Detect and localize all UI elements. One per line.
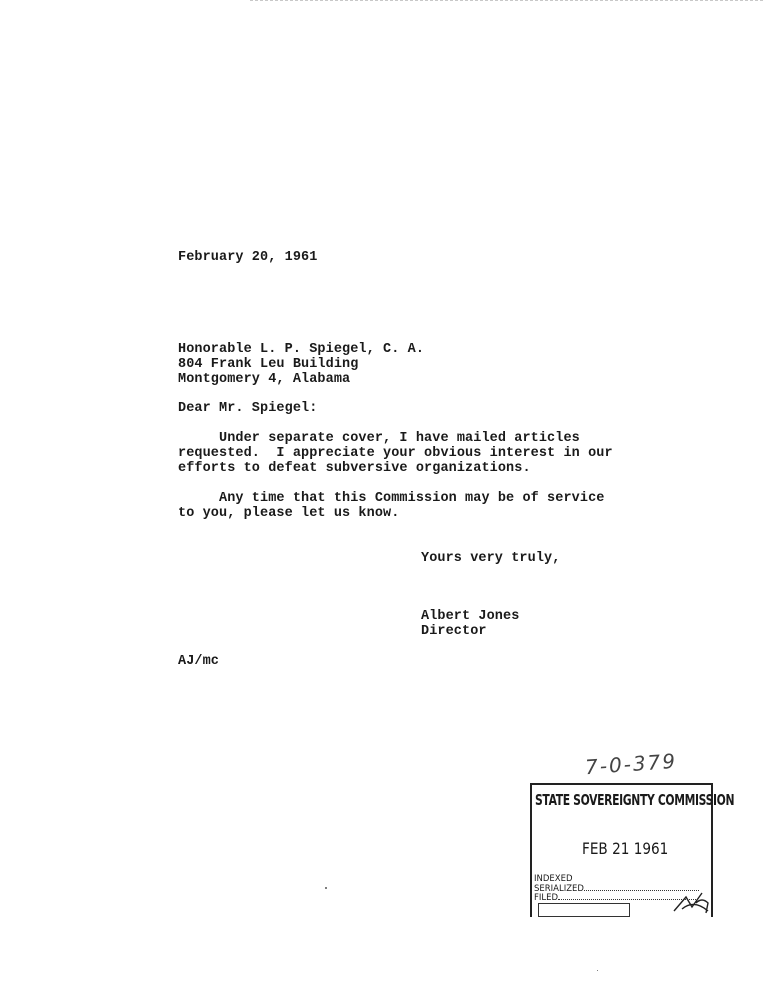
paper-speck [597,970,598,971]
paragraph-2-line-1: Any time that this Commission may be of service [178,491,605,506]
salutation: Dear Mr. Spiegel: [178,401,318,416]
stamp-date: FEB 21 1961 [582,839,669,858]
signer-title: Director [421,624,487,639]
address-line-1: Honorable L. P. Spiegel, C. A. [178,342,425,357]
paragraph-1-line-1: Under separate cover, I have mailed articles [178,431,580,446]
address-line-3: Montgomery 4, Alabama [178,372,351,387]
received-stamp [530,783,735,917]
paragraph-2-line-2: to you, please let us know. [178,506,400,521]
stamp-title: STATE SOVEREIGNTY COMMISSION [535,791,735,809]
stamp-entry-box [538,903,630,917]
stamp-signature-mark [672,889,712,915]
stamp-field-indexed-label: INDEXED [534,874,573,884]
typist-initials: AJ/mc [178,654,220,669]
stamp-field-filed-label: FILED [534,893,559,903]
paragraph-1-line-2: requested. I appreciate your obvious interest in our [178,446,613,461]
paper-speck [325,887,327,889]
paragraph-1-line-3: efforts to defeat subversive organizations. [178,461,531,476]
handwritten-file-number: 7-0-379 [584,748,678,780]
stamp-field-indexed [534,875,573,884]
letter-date: February 20, 1961 [178,250,318,265]
stamp-field-serialized-label: SERIALIZED [534,884,584,894]
address-line-2: 804 Frank Leu Building [178,357,359,372]
closing: Yours very truly, [421,551,561,566]
signer-name: Albert Jones [421,609,520,624]
